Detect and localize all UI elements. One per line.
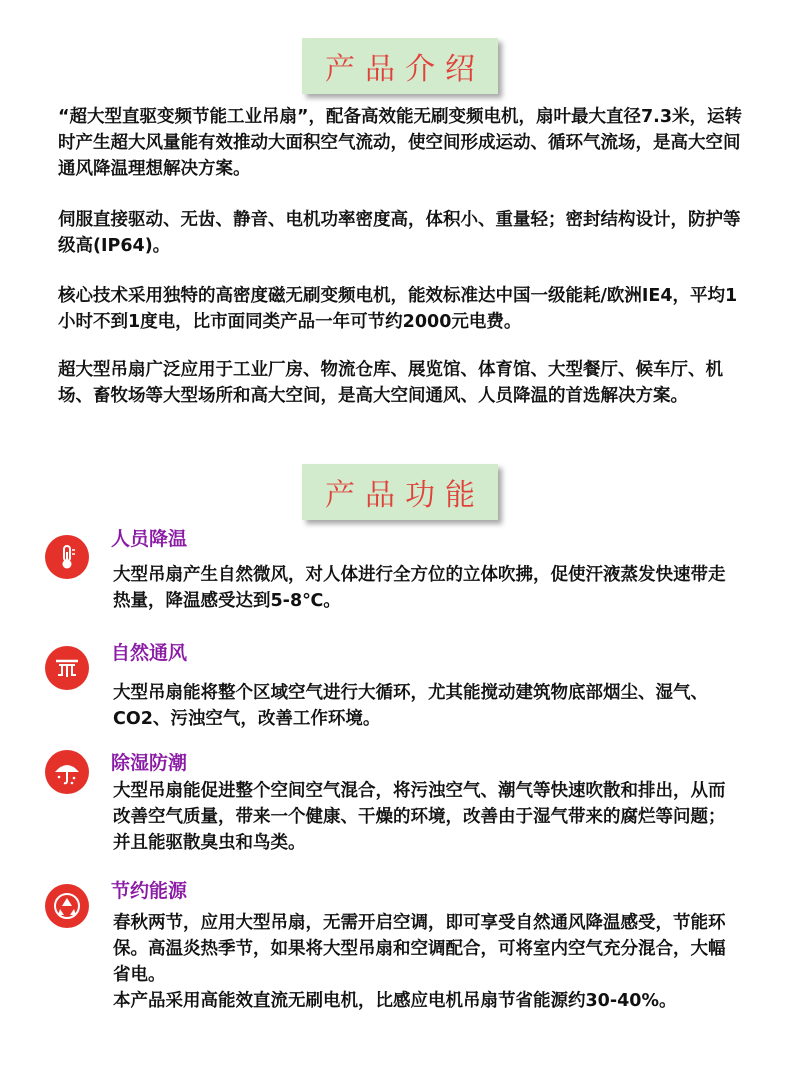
intro-paragraph: 超大型吊扇广泛应用于工业厂房、物流仓库、展览馆、体育馆、大型餐厅、候车厅、机场、畜牧场等大型场所和高大空间，是高大空间通风、人员降温的首选解决方案。 — [58, 360, 723, 406]
feature-text-line: 大型吊扇能将整个区域空气进行大循环，尤其能搅动建筑物底部烟尘、湿气、CO2、污浊空气，改善工作环境。 — [113, 683, 708, 729]
feature-title: 节约能源 — [111, 880, 188, 902]
feature-text — [113, 910, 733, 1014]
section-heading-features — [302, 464, 498, 520]
feature-text-line: 春秋两节，应用大型吊扇，无需开启空调，即可享受自然通风降温感受，节能环保。高温炎热季节，如果将大型吊扇和空调配合，可将室内空气充分混合，大幅省电。 — [113, 913, 726, 985]
recycle-icon — [45, 884, 89, 928]
ventilation-icon — [45, 646, 89, 690]
feature-text — [113, 778, 733, 856]
intro-paragraph: 核心技术采用独特的高密度磁无刷变频电机，能效标准达中国一级能耗/欧洲IE4，平均1小时不到1度电，比市面同类产品一年可节约2000元电费。 — [58, 286, 738, 332]
umbrella-icon — [45, 750, 89, 794]
feature-title: 人员降温 — [111, 528, 188, 550]
feature-text-line: 本产品采用高能效直流无刷电机，比感应电机吊扇节省能源约30-40%。 — [113, 991, 677, 1011]
intro-paragraph: 伺服直接驱动、无齿、静音、电机功率密度高，体积小、重量轻；密封结构设计，防护等级高(IP64)。 — [58, 210, 741, 256]
feature-text-line: 大型吊扇能促进整个空间空气混合，将污浊空气、潮气等快速吹散和排出，从而改善空气质量，带来一个健康、干燥的环境，改善由于湿气带来的腐烂等问题；并且能驱散臭虫和鸟类。 — [113, 781, 726, 853]
feature-text — [113, 562, 733, 614]
intro-paragraph: “超大型直驱变频节能工业吊扇”，配备高效能无刷变频电机，扇叶最大直径7.3米，运转时产生超大风量能有效推动大面积空气流动，使空间形成运动、循环气流场，是高大空间通风降温理想解决方案。 — [58, 107, 743, 179]
feature-title: 自然通风 — [111, 642, 188, 664]
feature-text-line: 大型吊扇产生自然微风，对人体进行全方位的立体吹拂，促使汗液蒸发快速带走热量，降温感受达到5-8℃。 — [113, 565, 726, 611]
feature-title: 除湿防潮 — [111, 752, 188, 774]
thermometer-icon — [45, 535, 89, 579]
feature-text — [113, 680, 733, 732]
section-title: 产品介绍 — [325, 52, 485, 87]
section-title: 产品功能 — [325, 478, 485, 513]
section-heading-intro — [302, 38, 498, 94]
